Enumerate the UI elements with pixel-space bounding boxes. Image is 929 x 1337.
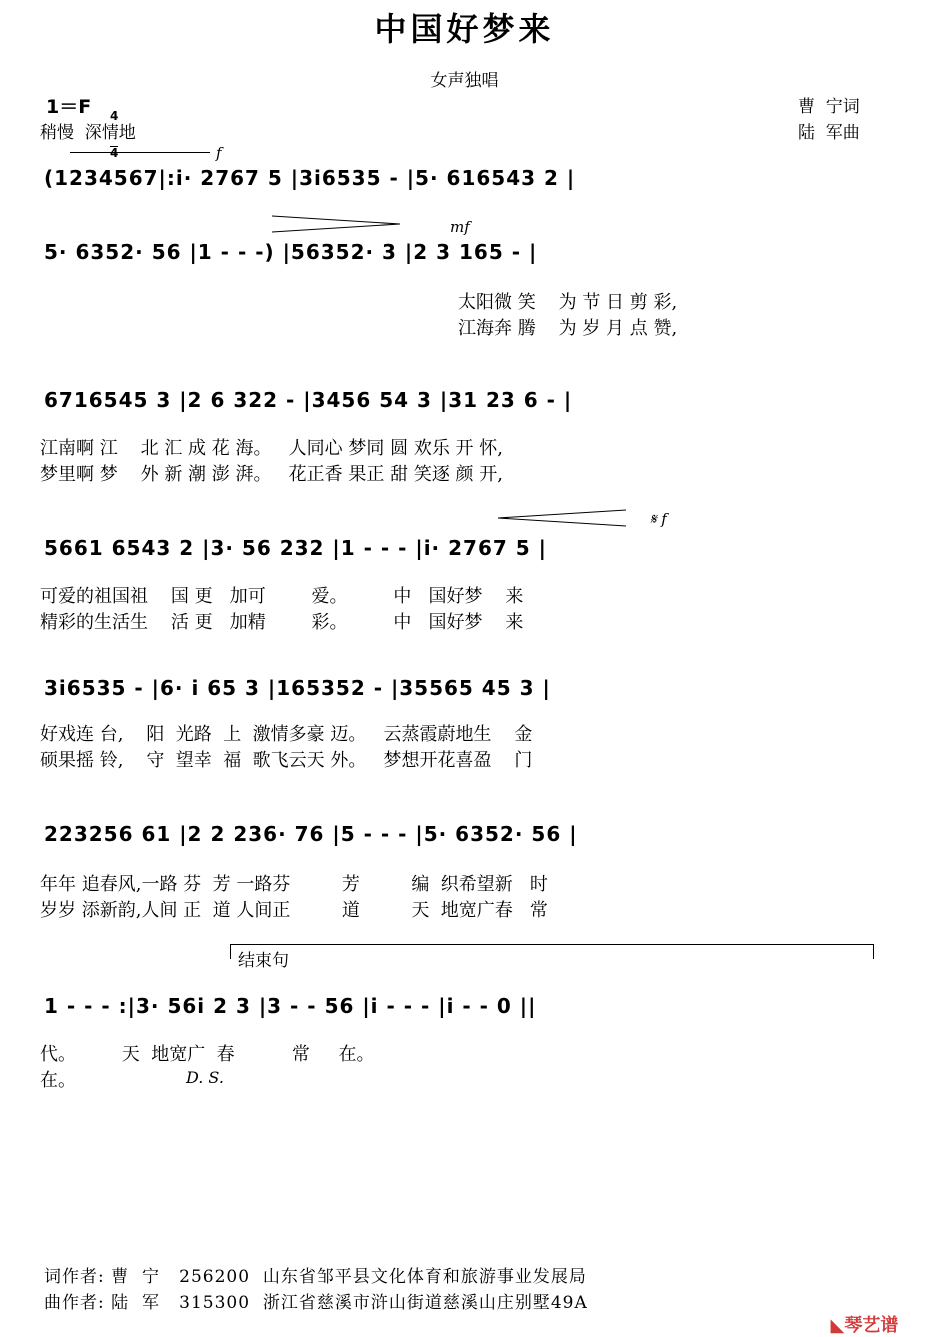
dynamic-mezzo-forte: mf	[450, 218, 470, 236]
brand-icon: ◣	[830, 1315, 845, 1336]
lyrics-row-2-verse-1: 太阳微 笑 为 节 日 剪 彩,	[458, 292, 678, 313]
ending-bracket	[230, 944, 874, 959]
decrescendo-hairpin	[272, 212, 402, 236]
time-sig-bottom: 4	[110, 146, 119, 160]
time-sig-top: 4	[110, 109, 119, 123]
crescendo-hairpin	[498, 508, 628, 528]
lyrics-row-3-verse-2: 梦里啊 梦 外 新 潮 澎 湃。 花正香 果正 甜 笑逐 颜 开,	[40, 464, 503, 485]
tempo-marking: 稍慢 深情地	[40, 123, 136, 143]
song-title: 中国好梦来	[374, 10, 555, 48]
notation-row-5: 3i6535 - |6· i 65 3 |165352 - |35565 45 3 |	[44, 676, 551, 700]
lyrics-row-3-verse-1: 江南啊 江 北 汇 成 花 海。 人同心 梦同 圆 欢乐 开 怀,	[40, 438, 503, 459]
lyrics-row-5-verse-1: 好戏连 台, 阳 光路 上 激情多豪 迈。 云蒸霞蔚地生 金	[40, 724, 533, 745]
dal-segno-mark: D. S.	[186, 1068, 224, 1087]
brand-name: 琴艺谱	[844, 1315, 899, 1336]
slur-intro	[70, 152, 210, 153]
notation-row-6: 223256 61 |2 2 236· 76 |5 - - - |5· 6352· 56 |	[44, 822, 578, 846]
lyrics-row-4-verse-2: 精彩的生活生 活 更 加精 彩。 中 国好梦 来	[40, 612, 524, 633]
lyrics-row-7-verse-1: 代。 天 地宽广 春 常 在。	[40, 1044, 375, 1065]
composer-credit: 陆 军曲	[798, 123, 860, 143]
lyrics-row-4-verse-1: 可爱的祖国祖 国 更 加可 爱。 中 国好梦 来	[40, 586, 524, 607]
lyrics-row-2-verse-2: 江海奔 腾 为 岁 月 点 赞,	[458, 318, 678, 339]
notation-row-4: 5661 6543 2 |3· 56 232 |1 - - - |i· 2767 5 |	[44, 536, 547, 560]
lyrics-row-6-verse-1: 年年 追春风,一路 芬 芳 一路芬 芳 编 织希望新 时	[40, 874, 548, 895]
lyricist-credit: 曹 宁词	[798, 97, 860, 117]
key-signature: 1＝F	[46, 96, 92, 118]
brand-logo	[818, 1290, 898, 1337]
notation-row-7: 1 - - - :|3· 56i 2 3 |3 - - 56 |i - - - |i - - 0 ||	[44, 994, 537, 1018]
lyrics-row-5-verse-2: 硕果摇 铃, 守 望幸 福 歌飞云天 外。 梦想开花喜盈 门	[40, 750, 533, 771]
footer-composer-address: 曲作者: 陆 军 315300 浙江省慈溪市浒山街道慈溪山庄别墅49A	[44, 1293, 588, 1313]
notation-row-1: (1234567|:i· 2767 5 |3i6535 - |5· 616543 2 |	[44, 166, 576, 190]
segno-forte-mark: 𝄋 f	[650, 510, 667, 528]
ending-label: 结束句	[238, 951, 289, 971]
dynamic-forte: f	[216, 144, 222, 162]
lyrics-row-6-verse-2: 岁岁 添新韵,人间 正 道 人间正 道 天 地宽广春 常	[40, 900, 548, 921]
lyrics-row-7-verse-2: 在。	[40, 1070, 76, 1091]
notation-row-3: 6716545 3 |2 6 322 - |3456 54 3 |31 23 6 - |	[44, 388, 573, 412]
footer-lyricist-address: 词作者: 曹 宁 256200 山东省邹平县文化体育和旅游事业发展局	[44, 1267, 587, 1287]
song-subtitle: 女声独唱	[430, 71, 499, 91]
notation-row-2: 5· 6352· 56 |1 - - -) |56352· 3 |2 3 165 - |	[44, 240, 538, 264]
